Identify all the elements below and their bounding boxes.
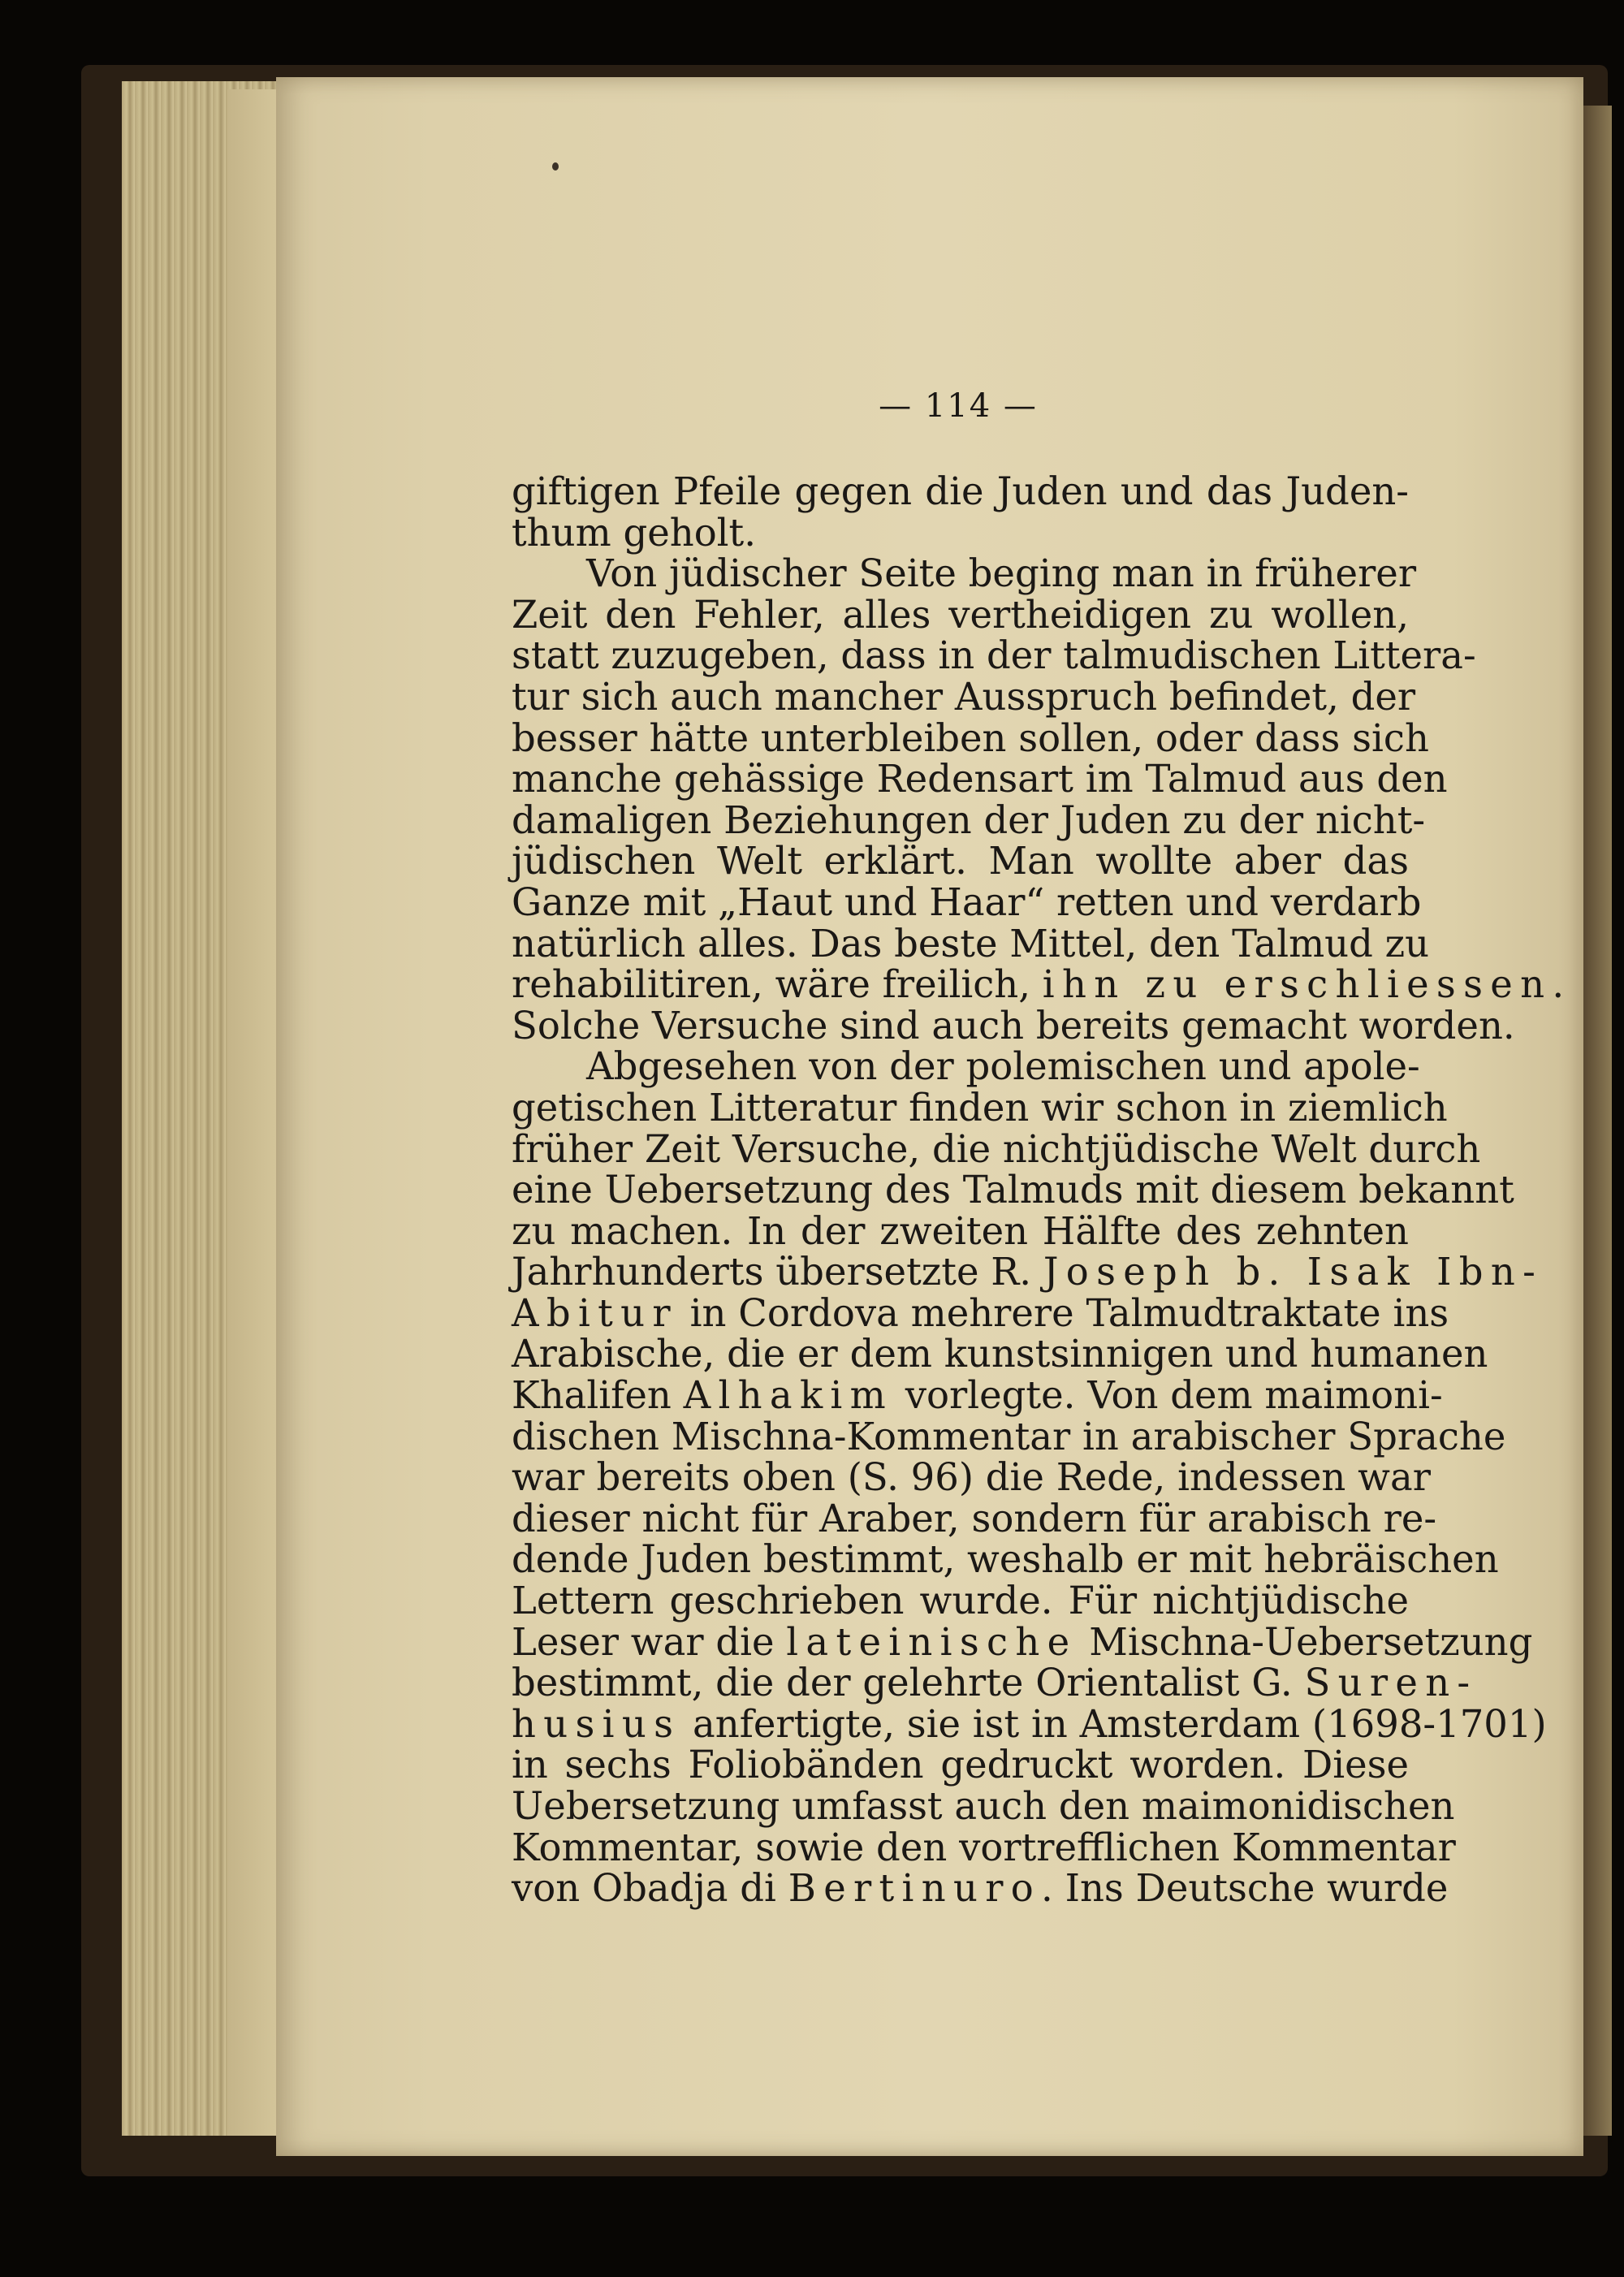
text-segment: in sechs Foliobänden gedruckt worden. Diese	[512, 1743, 1409, 1787]
text-segment: Kommentar, sowie den vortrefflichen Kommentar	[512, 1825, 1456, 1869]
text-segment: manche gehässige Redensart im Talmud aus den	[512, 757, 1448, 801]
text-segment: vorlegte. Von dem maimoni-	[893, 1373, 1443, 1418]
text-segment: Arabische, die er dem kunstsinnigen und humanen	[512, 1332, 1488, 1376]
text-line	[512, 1414, 1506, 1458]
text-segment: Von jüdischer Seite beging man in früherer	[586, 551, 1417, 596]
text-segment: früher Zeit Versuche, die nichtjüdische Welt durch	[512, 1126, 1481, 1171]
text-segment: jüdischen Welt erklärt. Man wollte aber das	[512, 839, 1409, 884]
text-segment: damaligen Beziehungen der Juden zu der nicht-	[512, 797, 1426, 842]
text-line	[512, 840, 1409, 882]
text-segment: Ganze mit „Haut und Haar“ retten und verdarb	[512, 879, 1422, 924]
text-segment: Khalifen	[512, 1373, 684, 1418]
text-line	[512, 757, 1448, 801]
text-line	[512, 594, 1409, 636]
text-segment: dieser nicht für Araber, sondern für arabisch re-	[512, 1496, 1437, 1540]
text-segment: .	[1552, 962, 1565, 1007]
emphasis-spaced: ihn zu erschliessen	[1042, 962, 1553, 1007]
text-segment: besser hätte unterbleiben sollen, oder dass sich	[512, 715, 1429, 760]
text-line	[512, 879, 1422, 924]
emphasis-spaced: lateinische	[786, 1619, 1078, 1664]
text-segment: eine Uebersetzung des Talmuds mit diesem bekannt	[512, 1168, 1514, 1212]
text-segment: Mischna-Uebersetzung	[1077, 1619, 1533, 1664]
emphasis-spaced: Alhakim	[683, 1373, 893, 1418]
text-segment: giftigen Pfeile gegen die Juden und das Juden-	[512, 469, 1409, 513]
text-segment: in Cordova mehrere Talmudtraktate ins	[677, 1290, 1449, 1335]
text-line	[512, 512, 1409, 554]
text-line	[512, 1290, 1449, 1335]
text-line	[512, 1866, 1449, 1911]
text-segment: war bereits oben (S. 96) die Rede, indessen war	[512, 1455, 1431, 1500]
text-line	[512, 1003, 1515, 1048]
emphasis-spaced: husius	[512, 1701, 681, 1746]
text-line	[512, 1619, 1533, 1664]
text-segment: statt zuzugeben, dass in der talmudischen Littera-	[512, 633, 1476, 678]
text-line	[512, 1455, 1431, 1500]
text-line	[512, 1825, 1456, 1869]
text-segment: Jahrhunderts übersetzte R.	[512, 1250, 1043, 1294]
emphasis-spaced: Suren-	[1304, 1661, 1478, 1705]
text-segment: thum geholt.	[512, 510, 757, 555]
text-line	[512, 633, 1476, 678]
text-line	[512, 962, 1565, 1007]
text-segment: Solche Versuche sind auch bereits gemacht worden.	[512, 1003, 1515, 1048]
text-line	[512, 1208, 1409, 1253]
text-segment: tur sich auch mancher Ausspruch befindet, der	[512, 674, 1416, 719]
text-line	[512, 1044, 1420, 1089]
text-segment: dende Juden bestimmt, weshalb er mit hebräischen	[512, 1537, 1499, 1582]
text-line	[512, 1784, 1455, 1828]
text-segment: dischen Mischna-Kommentar in arabischer Sprache	[512, 1414, 1506, 1458]
text-line	[512, 674, 1416, 719]
text-segment: anfertigte, sie ist in Amsterdam (1698-1701)	[680, 1701, 1547, 1746]
text-segment: von Obadja di	[512, 1866, 788, 1911]
text-line	[512, 1085, 1448, 1130]
text-line	[512, 1496, 1437, 1540]
text-segment: zu machen. In der zweiten Hälfte des zehnten	[512, 1208, 1409, 1253]
text-segment: getischen Litteratur finden wir schon in ziemlich	[512, 1085, 1448, 1130]
text-segment: Abgesehen von der polemischen und apole-	[586, 1044, 1420, 1089]
text-segment: Lettern geschrieben wurde. Für nichtjüdische	[512, 1579, 1409, 1623]
text-segment: rehabilitiren, wäre freilich,	[512, 962, 1043, 1007]
emphasis-spaced: Bertinuro	[788, 1866, 1042, 1911]
paper-speck	[552, 162, 559, 171]
text-segment: Zeit den Fehler, alles vertheidigen zu wollen,	[512, 592, 1409, 637]
text-line	[512, 715, 1429, 760]
text-segment: Leser war die	[512, 1619, 787, 1664]
text-line	[512, 471, 1409, 512]
text-line	[512, 1744, 1409, 1786]
text-line	[512, 797, 1426, 842]
text-line	[512, 1661, 1478, 1705]
text-line	[512, 1580, 1409, 1622]
text-line	[512, 1250, 1544, 1294]
emphasis-spaced: Abitur	[512, 1290, 678, 1335]
text-segment: . Ins Deutsche wurde	[1041, 1866, 1449, 1911]
page-number: — 114 —	[879, 387, 1038, 425]
body-text	[512, 469, 1565, 1911]
text-line	[512, 1701, 1547, 1746]
emphasis-spaced: Joseph b. Isak Ibn-	[1043, 1250, 1544, 1294]
text-line	[512, 1168, 1514, 1212]
text-line	[512, 1537, 1499, 1582]
text-segment: bestimmt, die der gelehrte Orientalist G.	[512, 1661, 1305, 1705]
text-line	[512, 551, 1417, 596]
text-segment: Uebersetzung umfasst auch den maimonidischen	[512, 1784, 1455, 1828]
text-line	[512, 921, 1430, 966]
text-line	[512, 1126, 1481, 1171]
text-line	[512, 1332, 1488, 1376]
text-segment: natürlich alles. Das beste Mittel, den Talmud zu	[512, 921, 1430, 966]
text-line	[512, 1373, 1443, 1418]
